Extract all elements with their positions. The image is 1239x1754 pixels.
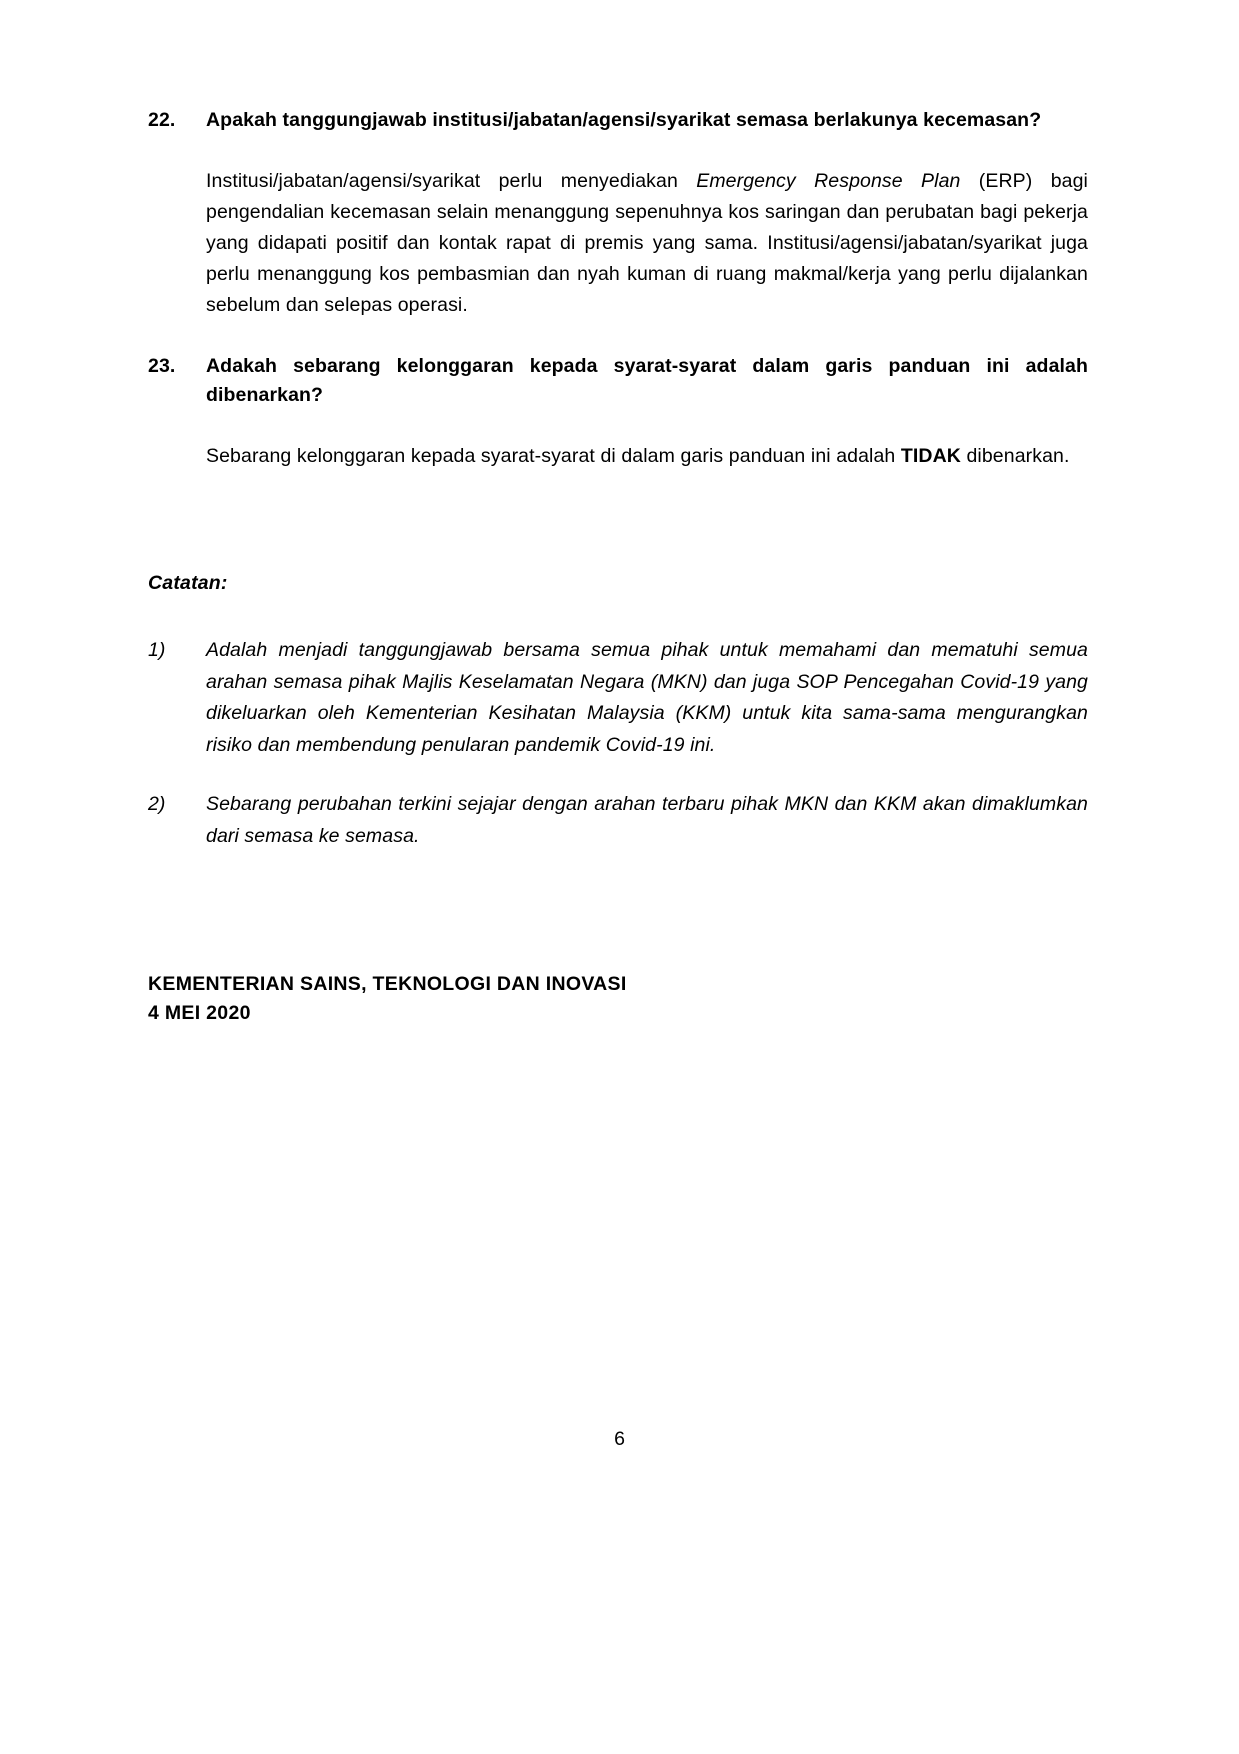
answer-text-part2: dibenarkan. — [960, 444, 1070, 467]
faq-number: 22. — [148, 109, 176, 131]
answer-emphasis: Emergency Response Plan — [696, 169, 961, 192]
faq-answer-23 — [206, 441, 1088, 472]
faq-question: Adakah sebarang kelonggaran kepada syarat-syarat dalam garis panduan ini adalah dibenarkan? — [206, 354, 1088, 407]
answer-text-part1: Institusi/jabatan/agensi/syarikat perlu menyediakan — [206, 169, 697, 192]
faq-question: Apakah tanggungjawab institusi/jabatan/agensi/syarikat semasa berlakunya kecemasan? — [206, 109, 1042, 131]
document-body — [148, 106, 1088, 1028]
faq-item-22 — [148, 106, 1088, 136]
note-item-1 — [148, 635, 1088, 761]
note-item-2 — [148, 789, 1088, 852]
answer-strong: TIDAK — [900, 444, 961, 467]
answer-text-part1: Sebarang kelonggaran kepada syarat-syarat di dalam garis panduan ini adalah — [206, 444, 901, 467]
faq-number: 23. — [148, 354, 176, 377]
faq-answer-22 — [206, 166, 1088, 322]
signature-date: 4 MEI 2020 — [148, 1002, 251, 1025]
signature-ministry: KEMENTERIAN SAINS, TEKNOLOGI DAN INOVASI — [148, 973, 627, 996]
note-text: Sebarang perubahan terkini sejajar dengan arahan terbaru pihak MKN dan KKM akan dimaklumkan dari semasa ke semasa. — [206, 793, 1088, 847]
answer-text-part2: (ERP) bagi pengendalian kecemasan selain menanggung sepenuhnya kos saringan dan perubatan bagi pekerja yang didapati positif dan kontak rapat di premis yang sama. Institusi/agensi/jabatan/syarikat juga perlu menanggung kos pembasmian dan nyah kuman di ruang makmal/kerja yang perlu dijalankan sebelum dan selepas operasi. — [206, 169, 1088, 317]
notes-heading: Catatan: — [148, 572, 228, 594]
note-number: 2) — [148, 793, 166, 816]
faq-item-23 — [148, 352, 1088, 411]
note-number: 1) — [148, 639, 166, 661]
page-number: 6 — [614, 1428, 625, 1450]
note-text: Adalah menjadi tanggungjawab bersama semua pihak untuk memahami dan mematuhi semua arahan semasa pihak Majlis Keselamatan Negara (MKN) dan juga SOP Pencegahan Covid-19 yang dikeluarkan oleh Kementerian Kesihatan Malaysia (KKM) untuk kita sama-sama mengurangkan risiko dan membendung penularan pandemik Covid-19 ini. — [206, 639, 1088, 756]
signature-block — [148, 970, 1088, 1028]
